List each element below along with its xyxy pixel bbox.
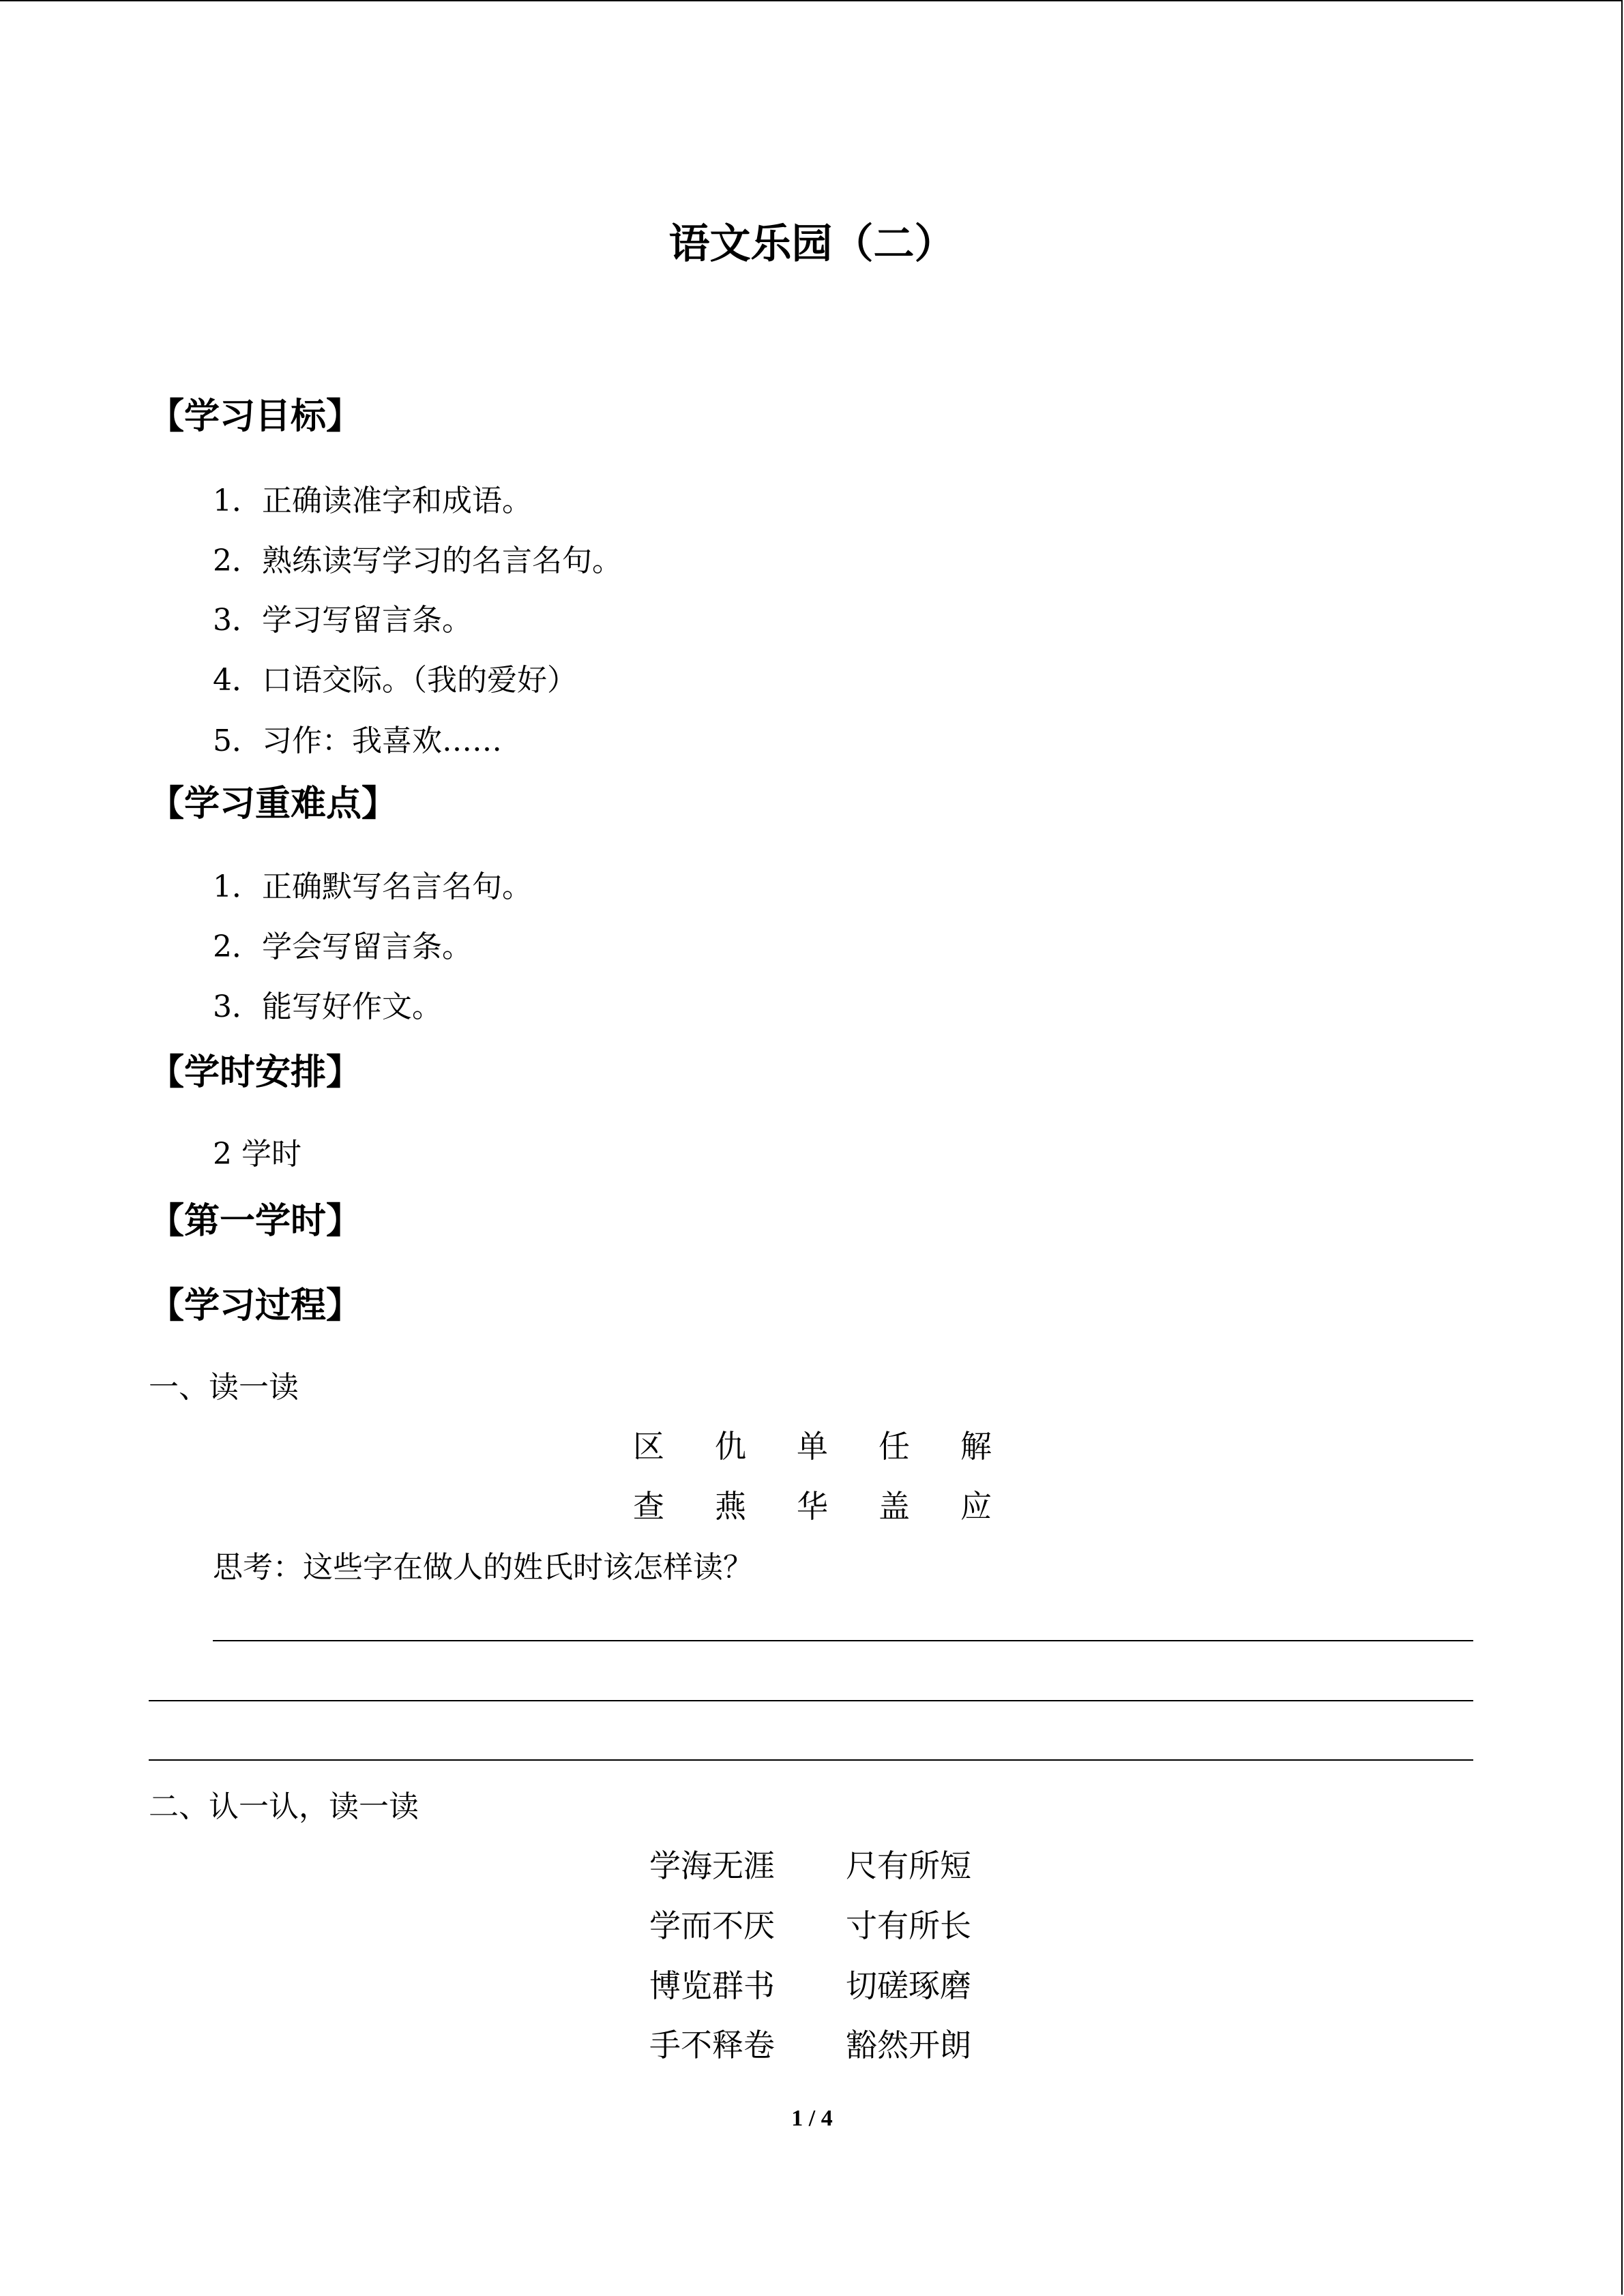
objective-item: 3．学习写留言条。 [213,603,472,638]
char-cell: 查 [633,1488,664,1525]
char-cell: 区 [633,1428,664,1465]
page-title: 语文乐园（二） [668,220,956,268]
answer-line[interactable] [149,1759,1473,1761]
idiom: 切磋琢磨 [846,1967,971,2004]
section1-question: 思考：这些字在做人的姓氏时该怎样读？ [213,1550,753,1585]
objective-item: 1．正确读准字和成语。 [213,483,532,518]
page-number: 1 / 4 [791,2106,833,2131]
section1-title: 一、读一读 [149,1370,299,1405]
idiom: 博览群书 [649,1967,775,2004]
key-points-heading: 【学习重难点】 [149,784,398,824]
idiom: 手不释卷 [649,2027,775,2063]
key-point-item: 2．学会写留言条。 [213,929,472,964]
objectives-heading: 【学习目标】 [149,396,362,437]
idiom-row [649,1841,971,1886]
char-row-2 [633,1482,1042,1527]
idiom-row [649,1961,971,2006]
char-cell: 应 [960,1488,992,1525]
char-cell: 华 [797,1488,828,1525]
idiom: 学海无涯 [649,1847,775,1884]
objective-item: 4．口语交际。（我的爱好） [213,663,577,698]
char-cell: 燕 [715,1488,746,1525]
char-row-1 [633,1422,1042,1467]
idiom: 学而不厌 [649,1907,775,1944]
char-cell: 单 [797,1428,828,1465]
idiom-row [649,1901,971,1946]
answer-line[interactable] [149,1700,1473,1701]
char-cell: 仇 [715,1428,746,1465]
section2-title: 二、认一认，读一读 [149,1789,419,1824]
char-cell: 解 [960,1428,992,1465]
schedule-text: 2 学时 [213,1137,301,1172]
schedule-heading: 【学时安排】 [149,1052,362,1093]
char-cell: 盖 [879,1488,910,1525]
char-cell: 任 [879,1428,910,1465]
idiom: 豁然开朗 [846,2027,971,2063]
first-period-heading: 【第一学时】 [149,1201,362,1242]
idiom: 寸有所长 [846,1907,971,1944]
objective-item: 5．习作：我喜欢…… [213,724,502,758]
idiom: 尺有所短 [846,1847,971,1884]
process-heading: 【学习过程】 [149,1285,362,1326]
key-point-item: 1．正确默写名言名句。 [213,869,532,904]
answer-line[interactable] [213,1640,1473,1641]
key-point-item: 3．能写好作文。 [213,989,442,1024]
idiom-row [649,2021,971,2066]
objective-item: 2．熟练读写学习的名言名句。 [213,543,622,578]
